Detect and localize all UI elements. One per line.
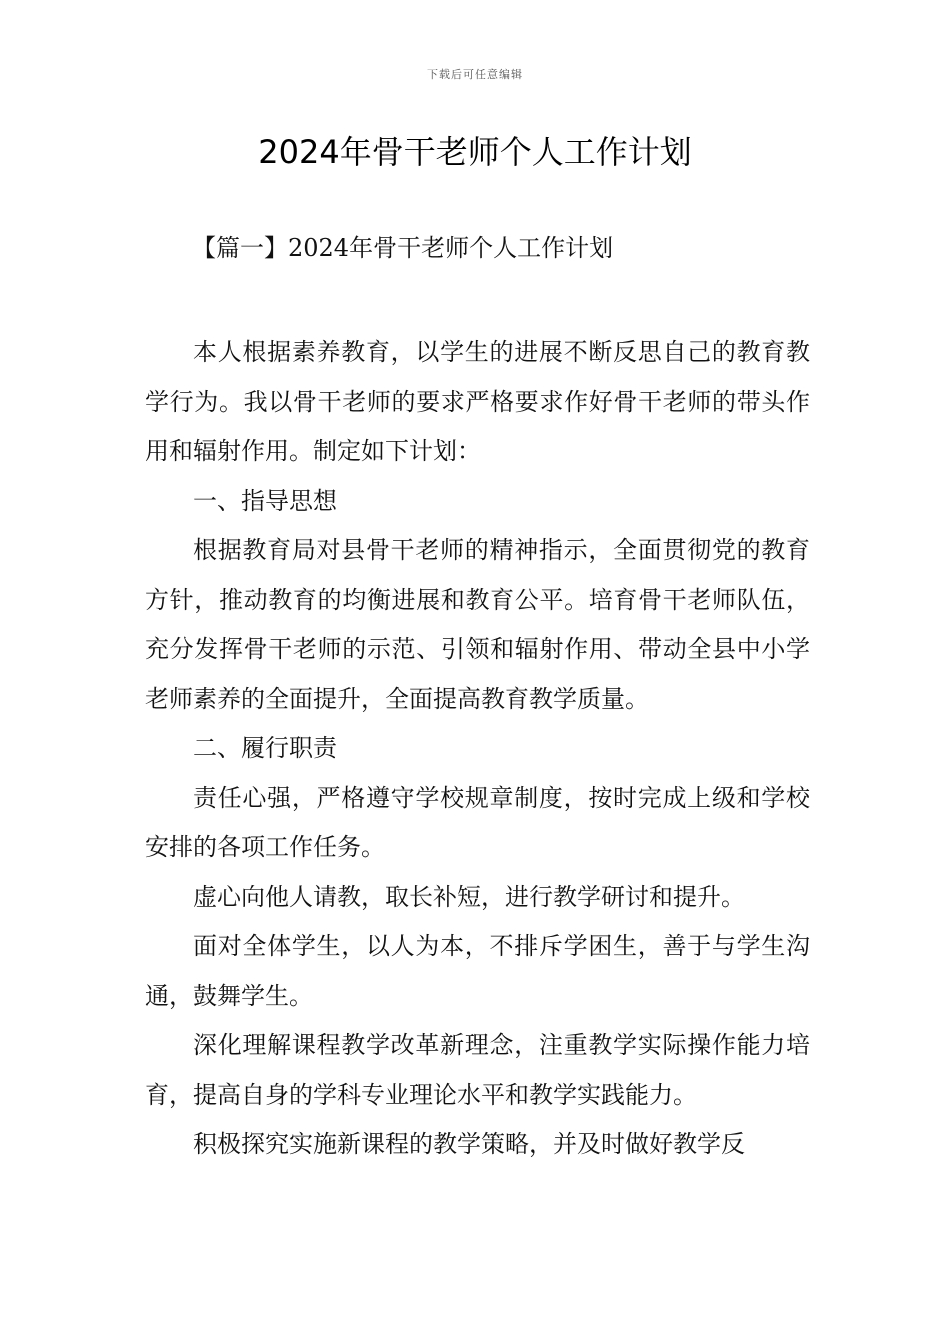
heading-guiding-thought: 一、指导思想	[193, 486, 337, 515]
page-header-note: 下载后可任意编辑	[427, 68, 523, 81]
section-heading: 【篇一】2024年骨干老师个人工作计划	[192, 234, 614, 262]
heading-duties: 二、履行职责	[193, 734, 337, 762]
paragraph-intro: 本人根据素养教育，以学生的进展不断反思自己的教育教学行为。我以骨干老师的要求严格要求作好骨干老师的带头作用和辐射作用。制定如下计划：	[145, 338, 810, 465]
paragraph-duty-3: 面对全体学生，以人为本，不排斥学困生，善于与学生沟通，鼓舞学生。	[145, 932, 810, 1010]
paragraph-guiding-thought: 根据教育局对县骨干老师的精神指示，全面贯彻党的教育方针，推动教育的均衡进展和教育公平。培育骨干老师队伍，充分发挥骨干老师的示范、引领和辐射作用、带动全县中小学老师素养的全面提升，全面提高教育教学质量。	[145, 536, 810, 713]
paragraph-duty-1: 责任心强，严格遵守学校规章制度，按时完成上级和学校安排的各项工作任务。	[145, 783, 810, 861]
paragraph-duty-2: 虚心向他人请教，取长补短，进行教学研讨和提升。	[193, 882, 745, 911]
document-title: 2024年骨干老师个人工作计划	[258, 133, 692, 171]
paragraph-duty-5: 积极探究实施新课程的教学策略，并及时做好教学反	[193, 1130, 745, 1158]
paragraph-duty-4: 深化理解课程教学改革新理念，注重教学实际操作能力培育，提高自身的学科专业理论水平和教学实践能力。	[145, 1031, 810, 1109]
document-body	[145, 328, 810, 1170]
